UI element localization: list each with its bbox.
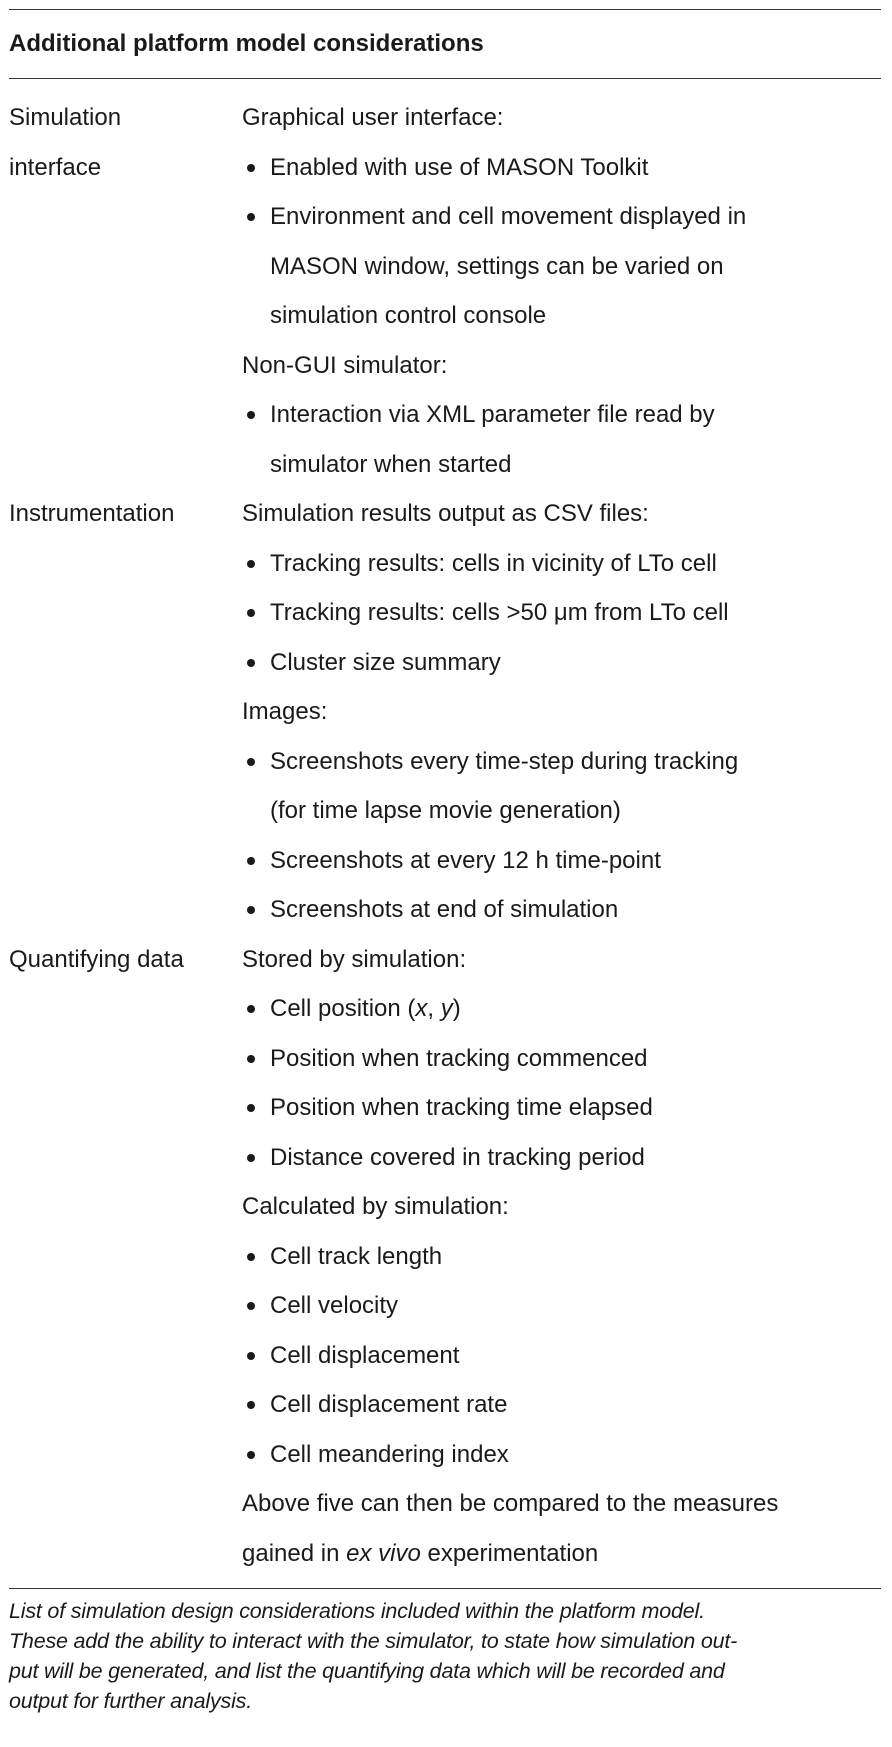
bullet-text bbox=[270, 1331, 881, 1381]
bullet-text-line: Distance covered in tracking period bbox=[270, 1143, 645, 1171]
table-body bbox=[9, 79, 881, 1578]
bullet-text-line: Screenshots every time-step during tracking bbox=[270, 747, 739, 775]
caption-line: These add the ability to interact with the simulator, to state how simulation out- bbox=[9, 1629, 738, 1653]
bullet-item bbox=[242, 1232, 881, 1282]
bullet-dot-icon bbox=[247, 1302, 255, 1310]
closing-emphasis: ex vivo bbox=[346, 1539, 421, 1567]
bullet-dot-icon bbox=[247, 1401, 255, 1409]
bullet-item bbox=[242, 984, 881, 1034]
section-label bbox=[9, 93, 239, 192]
bullet-dot-icon bbox=[247, 1451, 255, 1459]
closing-text: gained in bbox=[242, 1539, 347, 1567]
bullet-text-line: Cell track length bbox=[270, 1242, 443, 1270]
section-label-line: Simulation bbox=[9, 104, 122, 131]
bullet-text bbox=[270, 390, 881, 489]
bullet-text bbox=[270, 1083, 881, 1133]
bullet-dot-icon bbox=[247, 164, 255, 172]
bullet-text bbox=[270, 885, 881, 935]
caption-line: output for further analysis. bbox=[9, 1689, 252, 1713]
bullet-item bbox=[242, 638, 881, 688]
bullet-text bbox=[270, 737, 881, 836]
bullet-item bbox=[242, 885, 881, 935]
section-label bbox=[9, 935, 239, 985]
math-variable: x bbox=[415, 995, 428, 1022]
bullet-text bbox=[270, 192, 881, 341]
closing-line: Above five can then be compared to the measures bbox=[242, 1490, 779, 1517]
section-label-line: Quantifying data bbox=[9, 945, 184, 973]
bullet-dot-icon bbox=[247, 1005, 255, 1013]
group-heading: Simulation results output as CSV files: bbox=[242, 500, 649, 527]
table-section bbox=[9, 93, 881, 489]
bullet-text-line: Cell velocity bbox=[270, 1292, 399, 1319]
bullet-text-line: Enabled with use of MASON Toolkit bbox=[270, 153, 649, 181]
bullet-item bbox=[242, 836, 881, 886]
bullet-text-line: simulation control console bbox=[270, 302, 547, 329]
bullet-dot-icon bbox=[247, 857, 255, 865]
bullet-dot-icon bbox=[247, 1055, 255, 1063]
bullet-text-line: Tracking results: cells in vicinity of LTo cell bbox=[270, 549, 717, 577]
bullet-text bbox=[270, 539, 881, 589]
bullet-text bbox=[270, 1034, 881, 1084]
bullet-dot-icon bbox=[247, 1104, 255, 1112]
bullet-item bbox=[242, 1430, 881, 1480]
bullet-text-line: Interaction via XML parameter file read by bbox=[270, 401, 715, 428]
group-heading: Images: bbox=[242, 698, 328, 725]
table-caption bbox=[9, 1596, 881, 1716]
table-section bbox=[9, 489, 881, 935]
table-section bbox=[9, 935, 881, 1579]
table-title: Additional platform model considerations bbox=[9, 10, 881, 79]
caption-line: put will be generated, and list the quantifying data which will be recorded and bbox=[9, 1659, 725, 1683]
section-label bbox=[9, 489, 239, 539]
bullet-text-line: Environment and cell movement displayed in bbox=[270, 203, 747, 230]
bullet-text bbox=[270, 836, 881, 886]
bullet-item bbox=[242, 1281, 881, 1331]
bullet-item bbox=[242, 1034, 881, 1084]
text-fragment: , bbox=[427, 995, 441, 1022]
bullet-text-line: Cell displacement rate bbox=[270, 1391, 508, 1418]
bullet-dot-icon bbox=[247, 659, 255, 667]
bullet-dot-icon bbox=[247, 906, 255, 914]
bullet-item bbox=[242, 1133, 881, 1183]
bullet-item bbox=[242, 143, 881, 193]
bullet-item bbox=[242, 192, 881, 341]
bullet-text bbox=[270, 1430, 881, 1480]
closing-line bbox=[242, 1529, 881, 1579]
bullet-dot-icon bbox=[247, 1352, 255, 1360]
bullet-text bbox=[270, 1281, 881, 1331]
group-heading: Stored by simulation: bbox=[242, 945, 467, 973]
group-heading: Graphical user interface: bbox=[242, 104, 504, 131]
text-fragment: ) bbox=[452, 995, 461, 1022]
bullet-text-line: Position when tracking time elapsed bbox=[270, 1094, 653, 1121]
closing-text: experimentation bbox=[420, 1539, 599, 1567]
bullet-text bbox=[270, 638, 881, 688]
bullet-item bbox=[242, 588, 881, 638]
bullet-dot-icon bbox=[247, 411, 255, 419]
bullet-text-line: MASON window, settings can be varied on bbox=[270, 252, 724, 280]
bullet-dot-icon bbox=[247, 213, 255, 221]
caption-line: List of simulation design considerations included within the platform model. bbox=[9, 1599, 705, 1623]
bullet-text bbox=[270, 1232, 881, 1282]
section-label-line: interface bbox=[9, 153, 102, 181]
bullet-item bbox=[242, 1380, 881, 1430]
bullet-item bbox=[242, 1083, 881, 1133]
bullet-text-line: Cell meandering index bbox=[270, 1440, 509, 1468]
bullet-dot-icon bbox=[247, 1154, 255, 1162]
bullet-text-line: Position when tracking commenced bbox=[270, 1044, 648, 1072]
bullet-text bbox=[270, 588, 881, 638]
bullet-item bbox=[242, 539, 881, 589]
bullet-dot-icon bbox=[247, 609, 255, 617]
bullet-item bbox=[242, 1331, 881, 1381]
bullet-text bbox=[270, 1380, 881, 1430]
bullet-dot-icon bbox=[247, 1253, 255, 1261]
bullet-text-line: Tracking results: cells >50 μm from LTo cell bbox=[270, 599, 729, 626]
bullet-text-line: (for time lapse movie generation) bbox=[270, 797, 621, 824]
bullet-dot-icon bbox=[247, 560, 255, 568]
bullet-text bbox=[270, 1133, 881, 1183]
bullet-text-line: simulator when started bbox=[270, 450, 512, 478]
bullet-text bbox=[270, 984, 881, 1034]
math-variable: y bbox=[440, 995, 453, 1022]
text-fragment: Cell position ( bbox=[270, 995, 416, 1022]
section-label-line: Instrumentation bbox=[9, 500, 175, 527]
bullet-text-line: Cell displacement bbox=[270, 1341, 460, 1369]
bullet-item bbox=[242, 737, 881, 836]
bullet-item bbox=[242, 390, 881, 489]
bullet-text-line: Cluster size summary bbox=[270, 648, 501, 676]
bullet-text-line: Screenshots at every 12 h time-point bbox=[270, 846, 661, 874]
bullet-text-line bbox=[270, 984, 881, 1034]
group-heading: Non-GUI simulator: bbox=[242, 351, 448, 379]
bullet-text bbox=[270, 143, 881, 193]
bullet-text-line: Screenshots at end of simulation bbox=[270, 896, 619, 923]
considerations-table bbox=[9, 9, 881, 1716]
bottom-rule bbox=[9, 1588, 881, 1589]
bullet-dot-icon bbox=[247, 758, 255, 766]
group-heading: Calculated by simulation: bbox=[242, 1193, 509, 1220]
